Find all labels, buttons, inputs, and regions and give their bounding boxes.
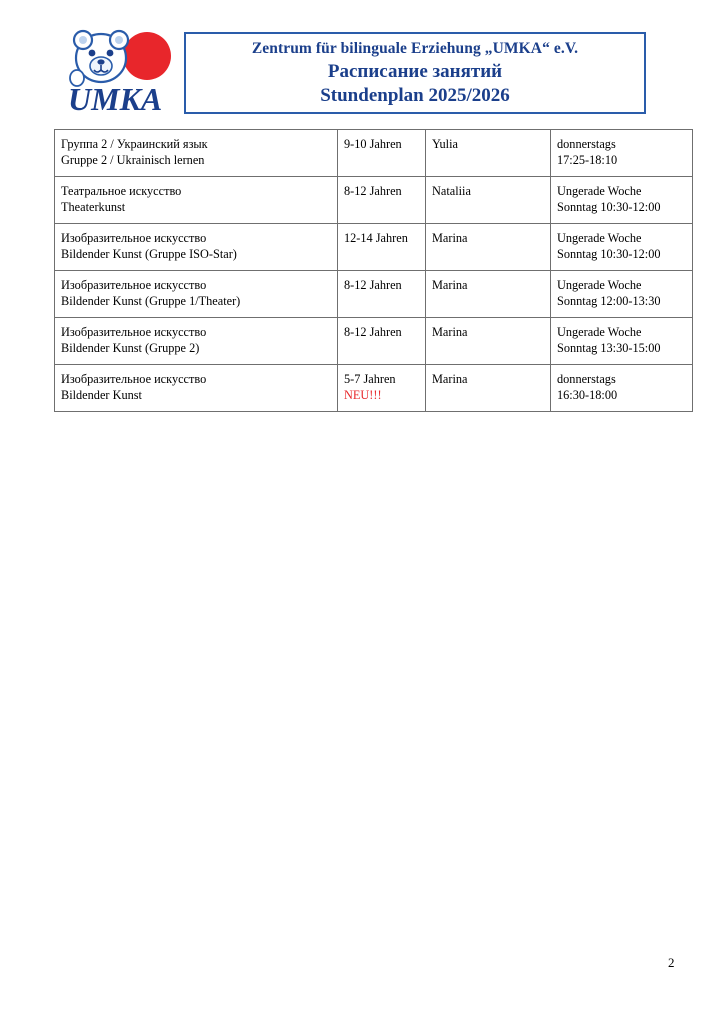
- time-range: 17:25-18:10: [557, 152, 618, 167]
- course-name-ru: Театральное искусство: [61, 184, 182, 198]
- cell-time: [551, 271, 693, 318]
- time-range: Sonntag 13:30-15:00: [557, 340, 661, 355]
- umka-logo: [46, 28, 176, 114]
- table-row: [55, 365, 693, 412]
- course-name-ru: Изобразительное искусство: [61, 372, 207, 386]
- cell-teacher: [426, 365, 551, 412]
- cell-age: [338, 224, 426, 271]
- time-range: Sonntag 10:30-12:00: [557, 246, 661, 261]
- org-title: Zentrum für bilinguale Erziehung „UMKA“ e.V.: [251, 40, 579, 57]
- time-day: Ungerade Woche: [557, 278, 642, 292]
- teacher-name: Marina: [432, 325, 468, 339]
- cell-course: [55, 271, 338, 318]
- cell-age: [338, 177, 426, 224]
- cell-teacher: [426, 271, 551, 318]
- age-range: 8-12 Jahren: [344, 325, 402, 339]
- schedule-table: [54, 129, 693, 412]
- teacher-name: Marina: [432, 278, 468, 292]
- course-name-de: Bildender Kunst: [61, 387, 142, 402]
- course-name-de: Bildender Kunst (Gruppe ISO-Star): [61, 246, 237, 261]
- teacher-name: Marina: [432, 231, 468, 245]
- cell-time: [551, 318, 693, 365]
- time-range: Sonntag 10:30-12:00: [557, 199, 661, 214]
- course-name-de: Gruppe 2 / Ukrainisch lernen: [61, 152, 205, 167]
- cell-time: [551, 365, 693, 412]
- svg-text:UMKA: UMKA: [68, 81, 163, 114]
- new-badge: NEU!!!: [344, 387, 382, 402]
- title-box: [184, 32, 646, 114]
- cell-course: [55, 224, 338, 271]
- age-range: 8-12 Jahren: [344, 278, 402, 292]
- age-range: 9-10 Jahren: [344, 137, 402, 151]
- cell-age: [338, 271, 426, 318]
- course-name-ru: Изобразительное искусство: [61, 278, 207, 292]
- cell-time: [551, 130, 693, 177]
- cell-course: [55, 130, 338, 177]
- table-row: [55, 130, 693, 177]
- time-range: 16:30-18:00: [557, 387, 618, 402]
- table-row: [55, 271, 693, 318]
- time-day: Ungerade Woche: [557, 184, 642, 198]
- cell-teacher: [426, 130, 551, 177]
- cell-course: [55, 177, 338, 224]
- cell-teacher: [426, 318, 551, 365]
- age-range: 12-14 Jahren: [344, 231, 408, 245]
- course-name-ru: Группа 2 / Украинский язык: [61, 137, 208, 151]
- table-row: [55, 224, 693, 271]
- time-day: donnerstags: [557, 137, 616, 151]
- cell-teacher: [426, 177, 551, 224]
- teacher-name: Nataliia: [432, 184, 471, 198]
- document-header: [0, 22, 724, 114]
- teacher-name: Yulia: [432, 137, 458, 151]
- course-name-de: Bildender Kunst (Gruppe 2): [61, 340, 200, 355]
- course-name-ru: Изобразительное искусство: [61, 231, 207, 245]
- cell-course: [55, 318, 338, 365]
- course-name-de: Theaterkunst: [61, 199, 126, 214]
- cell-course: [55, 365, 338, 412]
- time-day: Ungerade Woche: [557, 325, 642, 339]
- course-name-de: Bildender Kunst (Gruppe 1/Theater): [61, 293, 241, 308]
- age-range: 5-7 Jahren: [344, 372, 396, 386]
- age-range: 8-12 Jahren: [344, 184, 402, 198]
- cell-age: [338, 318, 426, 365]
- cell-teacher: [426, 224, 551, 271]
- cell-age: [338, 365, 426, 412]
- page-title-ru: Расписание занятий: [327, 61, 503, 82]
- cell-time: [551, 177, 693, 224]
- page-number: 2: [668, 955, 675, 970]
- table-row: [55, 318, 693, 365]
- teacher-name: Marina: [432, 372, 468, 386]
- time-day: Ungerade Woche: [557, 231, 642, 245]
- course-name-ru: Изобразительное искусство: [61, 325, 207, 339]
- time-day: donnerstags: [557, 372, 616, 386]
- cell-time: [551, 224, 693, 271]
- table-row: [55, 177, 693, 224]
- cell-age: [338, 130, 426, 177]
- time-range: Sonntag 12:00-13:30: [557, 293, 661, 308]
- page-title-de: Stundenplan 2025/2026: [320, 85, 510, 106]
